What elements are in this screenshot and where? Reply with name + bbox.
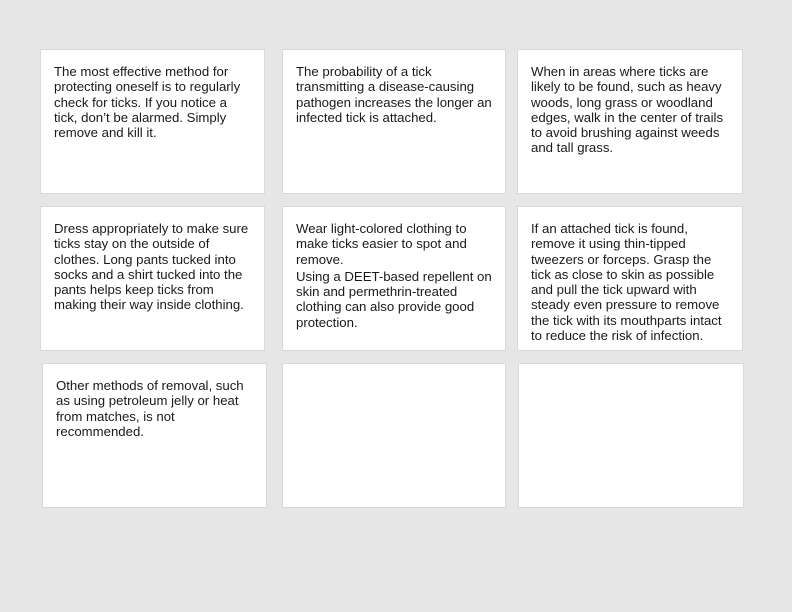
tip-card	[282, 49, 506, 194]
tip-text: Using a DEET-based repellent on skin and permethrin-treated clothing can also provide good protection.	[296, 268, 492, 330]
tip-text: Other methods of removal, such as using petroleum jelly or heat from matches, is not recommended.	[56, 378, 244, 439]
tip-card	[40, 206, 265, 351]
tip-text: The most effective method for protecting oneself is to regularly check for ticks. If you notice a tick, don’t be alarmed. Simply remove and kill it.	[54, 64, 241, 141]
tip-card	[40, 49, 265, 194]
tip-text: The probability of a tick transmitting a disease-causing pathogen increases the longer an infected tick is attached.	[296, 64, 492, 125]
tip-card	[517, 206, 743, 351]
tip-text: Dress appropriately to make sure ticks stay on the outside of clothes. Long pants tucked into socks and a shirt tucked into the pants helps keep ticks from making their way inside clothing.	[54, 221, 249, 313]
tip-card	[42, 363, 267, 508]
tip-text: Wear light-colored clothing to make ticks easier to spot and remove.	[296, 221, 467, 267]
empty-card	[518, 363, 744, 508]
tip-card	[282, 206, 506, 351]
tip-text: If an attached tick is found, remove it using thin-tipped tweezers or forceps. Grasp the tick as close to skin as possible and pull the tick upward with steady even pressure to remove the tick with its mouthparts intact to reduce the risk of infection.	[531, 221, 722, 344]
tip-card	[517, 49, 743, 194]
tip-text: When in areas where ticks are likely to be found, such as heavy woods, long grass or woodland edges, walk in the center of trails to avoid brushing against weeds and tall grass.	[531, 64, 724, 156]
empty-card	[282, 363, 506, 508]
